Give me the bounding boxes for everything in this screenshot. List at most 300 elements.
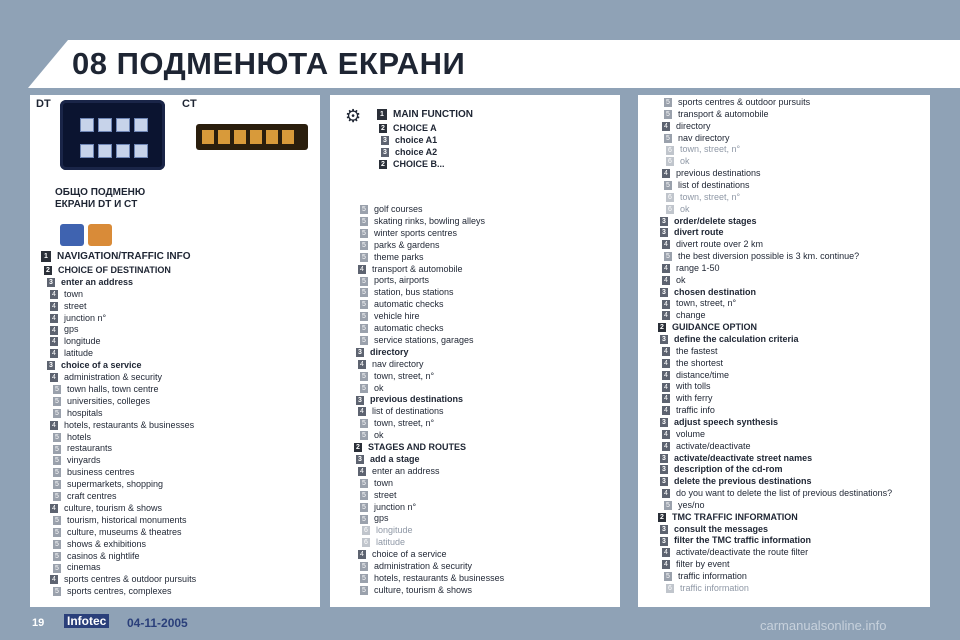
menu-entry: [360, 322, 444, 334]
level-badge: 4: [50, 373, 58, 382]
level-badge: 4: [662, 548, 670, 557]
level-badge: 5: [360, 479, 368, 488]
menu-entry-label: parks & gardens: [374, 239, 440, 250]
menu-entry: [660, 333, 799, 345]
menu-entry: [50, 300, 87, 312]
menu-entry-label: hotels, restaurants & businesses: [374, 572, 505, 583]
menu-icon: [218, 130, 230, 144]
level-badge: 4: [662, 442, 670, 451]
level-badge: 6: [666, 584, 674, 593]
menu-entry: [358, 358, 424, 370]
menu-entry: [360, 429, 384, 441]
menu-entry: [360, 489, 397, 501]
level-badge: 4: [50, 314, 58, 323]
menu-entry-label: filter the TMC traffic information: [674, 535, 811, 546]
menu-entry: [660, 215, 757, 227]
level-badge: 4: [662, 560, 670, 569]
menu-entry: [666, 582, 749, 594]
level-badge: 4: [358, 550, 366, 559]
menu-entry: [53, 538, 146, 550]
menu-entry-label: activate/deactivate: [676, 440, 751, 451]
menu-entry-label: nav directory: [678, 132, 730, 143]
menu-entry: [53, 407, 103, 419]
menu-entry: [360, 298, 444, 310]
menu-entry: [658, 511, 798, 523]
menu-entry-label: change: [676, 310, 706, 321]
menu-entry: [662, 345, 718, 357]
level-badge: 3: [660, 217, 668, 226]
menu-entry-label: town, street, n°: [676, 298, 737, 309]
level-badge: 4: [662, 406, 670, 415]
menu-entry: [660, 286, 756, 298]
menu-entry-label: theme parks: [374, 251, 424, 262]
menu-entry: [662, 440, 751, 452]
menu-entry: [360, 239, 440, 251]
menu-entry: [662, 487, 892, 499]
menu-entry-label: list of destinations: [372, 406, 444, 417]
menu-entry: [662, 404, 715, 416]
level-badge: 5: [53, 480, 61, 489]
menu-entry: [660, 534, 811, 546]
menu-entry-label: choice of a service: [372, 549, 447, 560]
menu-entry-label: traffic info: [676, 405, 715, 416]
menu-entry: [660, 226, 724, 238]
menu-entry: [664, 96, 810, 108]
level-badge: 5: [360, 515, 368, 524]
menu-entry-label: latitude: [64, 348, 94, 359]
menu-entry-label: order/delete stages: [674, 215, 757, 226]
menu-icon: [282, 130, 294, 144]
level-badge: 5: [53, 564, 61, 573]
level-badge: 4: [50, 421, 58, 430]
level-badge: 5: [664, 501, 672, 510]
level-badge: 5: [53, 385, 61, 394]
menu-icon: [266, 130, 278, 144]
menu-entry: [53, 454, 101, 466]
menu-entry: [381, 134, 437, 146]
sub-title-line: ОБЩО ПОДМЕНЮ: [55, 187, 146, 198]
level-badge: 5: [360, 205, 368, 214]
level-badge: 4: [662, 264, 670, 273]
menu-entry-label: filter by event: [676, 559, 730, 570]
level-badge: 4: [662, 347, 670, 356]
menu-entry-label: traffic information: [678, 571, 747, 581]
menu-entry: [360, 382, 384, 394]
menu-entry: [50, 502, 162, 514]
level-badge: 3: [660, 477, 668, 486]
menu-entry: [360, 310, 420, 322]
menu-entry: [50, 371, 162, 383]
menu-entry-label: previous destinations: [676, 168, 761, 179]
level-badge: 4: [662, 359, 670, 368]
menu-entry-label: activate/deactivate the route filter: [676, 547, 809, 558]
level-badge: 4: [662, 169, 670, 178]
level-badge: 4: [50, 575, 58, 584]
menu-entry: [664, 108, 769, 120]
menu-entry: [356, 393, 463, 405]
menu-entry: [660, 475, 812, 487]
level-badge: 4: [50, 290, 58, 299]
menu-entry: [664, 499, 705, 511]
menu-entry: [662, 274, 686, 286]
menu-entry: [360, 334, 474, 346]
level-badge: 4: [662, 276, 670, 285]
level-badge: 3: [660, 418, 668, 427]
level-badge: 4: [50, 349, 58, 358]
menu-icon: [80, 144, 94, 158]
menu-entry: [50, 347, 93, 359]
level-badge: 4: [50, 504, 58, 513]
menu-entry-label: delete the previous destinations: [674, 476, 812, 487]
menu-entry-label: transport & automobile: [678, 108, 769, 119]
menu-entry: [53, 561, 101, 573]
menu-entry: [360, 215, 485, 227]
menu-entry-label: automatic checks: [374, 323, 444, 333]
sub-title-line: ЕКРАНИ DT И CT: [55, 199, 138, 210]
menu-entry: [360, 274, 429, 286]
menu-entry: [356, 453, 420, 465]
ct-screen-image: [196, 124, 308, 150]
level-badge: 4: [358, 265, 366, 274]
menu-entry-label: the fastest: [676, 345, 718, 356]
level-badge: 5: [360, 312, 368, 321]
menu-entry: [666, 191, 740, 203]
menu-icon: [98, 144, 112, 158]
level-badge: 3: [381, 136, 389, 145]
level-badge: 4: [662, 311, 670, 320]
level-badge: 5: [53, 409, 61, 418]
level-badge: 3: [660, 525, 668, 534]
menu-entry-label: previous destinations: [370, 394, 464, 405]
menu-entry-label: add a stage: [370, 453, 420, 464]
menu-entry-label: vinyards: [67, 455, 101, 466]
menu-entry-label: ok: [374, 430, 384, 441]
menu-entry-label: street: [64, 300, 87, 311]
menu-entry-label: chosen destination: [674, 286, 757, 297]
level-badge: 5: [360, 419, 368, 428]
menu-entry-label: skating rinks, bowling alleys: [374, 215, 486, 226]
menu-entry-label: gps: [64, 324, 79, 335]
menu-entry-label: town: [374, 477, 394, 488]
menu-entry: [662, 428, 705, 440]
menu-entry-label: latitude: [376, 537, 406, 548]
menu-entry-label: sports centres & outdoor pursuits: [64, 574, 197, 585]
menu-entry: [360, 477, 393, 489]
level-badge: 4: [50, 302, 58, 311]
menu-entry-label: culture, tourism & shows: [64, 502, 163, 513]
settings-icon: ⚙: [345, 106, 362, 126]
level-badge: 4: [662, 489, 670, 498]
menu-entry-label: town, street, n°: [374, 370, 435, 381]
menu-entry-label: range 1-50: [676, 262, 720, 273]
menu-entry: [360, 501, 416, 513]
menu-entry-label: yes/no: [678, 499, 705, 510]
menu-entry-label: gps: [374, 513, 389, 524]
menu-entry: [662, 262, 720, 274]
menu-entry-label: NAVIGATION/TRAFFIC INFO: [57, 251, 191, 262]
menu-entry-label: sports centres, complexes: [67, 586, 172, 597]
menu-entry: [660, 452, 812, 464]
ct-label: CT: [182, 98, 197, 110]
menu-entry-label: longitude: [376, 525, 413, 536]
menu-entry-label: golf courses: [374, 204, 423, 214]
menu-entry-label: hospitals: [67, 407, 103, 418]
level-badge: 2: [658, 323, 666, 332]
menu-entry: [360, 584, 472, 596]
level-badge: 5: [360, 586, 368, 595]
menu-entry: [356, 346, 409, 358]
level-badge: 3: [660, 454, 668, 463]
menu-entry-label: sports centres & outdoor pursuits: [678, 97, 811, 107]
brand-logo: Infotec: [64, 614, 109, 628]
menu-entry-label: casinos & nightlife: [67, 550, 140, 561]
menu-entry-label: choice of a service: [61, 360, 142, 371]
menu-entry: [360, 251, 424, 263]
menu-entry: [360, 512, 389, 524]
menu-entry-label: administration & security: [374, 561, 473, 571]
menu-icon: [134, 118, 148, 132]
menu-entry-label: transport & automobile: [372, 263, 463, 274]
watermark: carmanualsonline.info: [760, 618, 887, 633]
menu-entry-label: longitude: [64, 336, 101, 347]
menu-entry-label: automatic checks: [374, 299, 444, 310]
level-badge: 4: [662, 122, 670, 131]
level-badge: 5: [360, 503, 368, 512]
menu-entry: [53, 585, 172, 597]
menu-entry: [50, 335, 101, 347]
menu-entry: [360, 286, 454, 298]
level-badge: 5: [360, 372, 368, 381]
menu-entry-label: with ferry: [676, 393, 713, 404]
menu-entry-label: nav directory: [372, 358, 424, 369]
menu-entry-label: GUIDANCE OPTION: [672, 322, 758, 333]
menu-entry: [379, 158, 445, 170]
page-title: 08 ПОДМЕНЮТА ЕКРАНИ: [72, 46, 466, 81]
menu-icon: [116, 144, 130, 158]
menu-entry: [664, 179, 750, 191]
menu-entry-label: the best diversion possible is 3 km. continue?: [678, 251, 860, 262]
menu-entry-label: the shortest: [676, 357, 724, 368]
menu-entry-label: street: [374, 489, 397, 500]
menu-entry-label: culture, museums & theatres: [67, 526, 182, 537]
menu-entry: [362, 524, 413, 536]
level-badge: 5: [360, 300, 368, 309]
menu-entry-label: cinemas: [67, 562, 101, 573]
level-badge: 3: [356, 348, 364, 357]
level-badge: 5: [53, 552, 61, 561]
menu-entry-label: enter an address: [372, 465, 440, 476]
menu-entry-label: junction n°: [64, 312, 107, 323]
menu-entry-label: CHOICE OF DESTINATION: [58, 264, 171, 275]
menu-icon: [202, 130, 214, 144]
level-badge: 1: [377, 109, 387, 120]
menu-entry-label: TMC TRAFFIC INFORMATION: [672, 511, 798, 522]
level-badge: 3: [356, 455, 364, 464]
menu-entry: [360, 417, 434, 429]
menu-entry: [44, 264, 171, 276]
menu-entry-label: business centres: [67, 467, 135, 478]
level-badge: 4: [50, 326, 58, 335]
menu-entry-label: winter sports centres: [374, 227, 458, 238]
menu-entry: [53, 466, 135, 478]
menu-entry-label: tourism, historical monuments: [67, 514, 187, 525]
level-badge: 5: [360, 431, 368, 440]
menu-entry: [41, 250, 191, 264]
menu-entry-label: list of destinations: [678, 179, 750, 190]
level-badge: 4: [662, 383, 670, 392]
menu-entry-label: service stations, garages: [374, 334, 474, 345]
menu-entry: [50, 288, 83, 300]
menu-entry: [662, 167, 761, 179]
menu-entry: [53, 514, 187, 526]
menu-entry-label: traffic information: [680, 582, 749, 593]
level-badge: 4: [662, 240, 670, 249]
menu-entry-label: town, street, n°: [374, 418, 435, 429]
level-badge: 3: [660, 537, 668, 546]
menu-entry: [662, 357, 723, 369]
level-badge: 5: [360, 336, 368, 345]
level-badge: 2: [44, 266, 52, 275]
menu-entry-label: divert route over 2 km: [676, 239, 764, 250]
level-badge: 3: [356, 396, 364, 405]
menu-entry-label: ports, airports: [374, 275, 430, 286]
menu-entry: [662, 369, 729, 381]
menu-entry-label: define the calculation criteria: [674, 334, 799, 344]
menu-entry: [53, 431, 91, 443]
menu-entry: [660, 523, 768, 535]
menu-entry: [379, 122, 437, 134]
level-badge: 1: [41, 251, 51, 262]
menu-icon: [80, 118, 94, 132]
menu-entry: [662, 297, 736, 309]
menu-entry-label: CHOICE B...: [393, 159, 445, 169]
menu-entry: [47, 359, 142, 371]
menu-entry-label: enter an address: [61, 276, 134, 287]
menu-entry-label: activate/deactivate street names: [674, 452, 813, 463]
menu-entry-label: STAGES AND ROUTES: [368, 442, 467, 452]
navigation-icon: [60, 224, 84, 246]
level-badge: 3: [660, 465, 668, 474]
menu-entry-label: administration & security: [64, 372, 163, 382]
menu-entry: [53, 442, 112, 454]
level-badge: 5: [664, 110, 672, 119]
menu-entry-label: MAIN FUNCTION: [393, 109, 473, 120]
level-badge: 3: [47, 278, 55, 287]
level-badge: 5: [360, 562, 368, 571]
menu-entry-label: universities, colleges: [67, 395, 151, 406]
menu-entry: [50, 419, 194, 431]
menu-entry: [53, 478, 163, 490]
level-badge: 2: [658, 513, 666, 522]
menu-entry: [660, 463, 783, 475]
level-badge: 5: [360, 277, 368, 286]
level-badge: 5: [360, 253, 368, 262]
menu-entry-label: CHOICE A: [393, 123, 437, 133]
menu-entry-label: volume: [676, 428, 706, 439]
level-badge: 5: [360, 324, 368, 333]
traffic-icon: [88, 224, 112, 246]
level-badge: 5: [53, 492, 61, 501]
menu-icon: [234, 130, 246, 144]
menu-entry: [664, 132, 730, 144]
level-badge: 6: [666, 157, 674, 166]
menu-entry-label: vehicle hire: [374, 311, 420, 322]
menu-entry-label: description of the cd-rom: [674, 464, 783, 475]
level-badge: 5: [360, 574, 368, 583]
menu-icon: [98, 118, 112, 132]
menu-entry-label: town halls, town centre: [67, 383, 159, 394]
level-badge: 4: [662, 394, 670, 403]
menu-entry-label: choice A1: [395, 135, 438, 145]
menu-entry: [664, 570, 747, 582]
level-badge: 5: [53, 397, 61, 406]
menu-entry: [53, 526, 182, 538]
level-badge: 4: [50, 337, 58, 346]
menu-entry: [662, 238, 763, 250]
level-badge: 5: [360, 288, 368, 297]
menu-icon: [134, 144, 148, 158]
level-badge: 3: [660, 228, 668, 237]
menu-entry: [377, 108, 473, 122]
level-badge: 4: [662, 300, 670, 309]
menu-entry-label: distance/time: [676, 369, 730, 380]
menu-entry: [358, 548, 447, 560]
menu-entry: [666, 203, 690, 215]
level-badge: 5: [53, 445, 61, 454]
level-badge: 5: [53, 456, 61, 465]
menu-entry: [658, 321, 757, 333]
level-badge: 2: [379, 160, 387, 169]
level-badge: 5: [53, 587, 61, 596]
menu-entry: [358, 405, 444, 417]
level-badge: 5: [53, 528, 61, 537]
level-badge: 4: [662, 430, 670, 439]
menu-entry: [660, 416, 778, 428]
menu-entry-label: ok: [680, 203, 690, 214]
level-badge: 5: [360, 491, 368, 500]
menu-entry: [666, 143, 740, 155]
menu-entry: [360, 227, 457, 239]
menu-entry: [381, 146, 437, 158]
menu-entry-label: hotels: [67, 431, 92, 442]
menu-entry-label: directory: [370, 346, 409, 357]
level-badge: 6: [666, 146, 674, 155]
menu-entry: [53, 395, 150, 407]
menu-entry-label: town, street, n°: [680, 191, 741, 202]
level-badge: 5: [360, 229, 368, 238]
level-badge: 5: [360, 384, 368, 393]
menu-entry: [360, 370, 434, 382]
menu-entry: [662, 380, 711, 392]
menu-entry-label: with tolls: [676, 381, 711, 392]
menu-entry-label: choice A2: [395, 147, 438, 157]
level-badge: 5: [664, 98, 672, 107]
level-badge: 3: [47, 361, 55, 370]
menu-entry: [50, 573, 196, 585]
level-badge: 5: [664, 252, 672, 261]
menu-entry: [50, 323, 79, 335]
menu-entry-label: do you want to delete the list of previous destinations?: [676, 488, 893, 499]
menu-entry: [50, 312, 106, 324]
menu-entry-label: consult the messages: [674, 523, 769, 534]
level-badge: 4: [358, 407, 366, 416]
dt-screen-image: [60, 100, 165, 170]
menu-entry: [360, 203, 423, 215]
level-badge: 5: [360, 217, 368, 226]
menu-entry-label: town, street, n°: [680, 144, 741, 155]
level-badge: 6: [666, 193, 674, 202]
menu-entry: [53, 383, 159, 395]
